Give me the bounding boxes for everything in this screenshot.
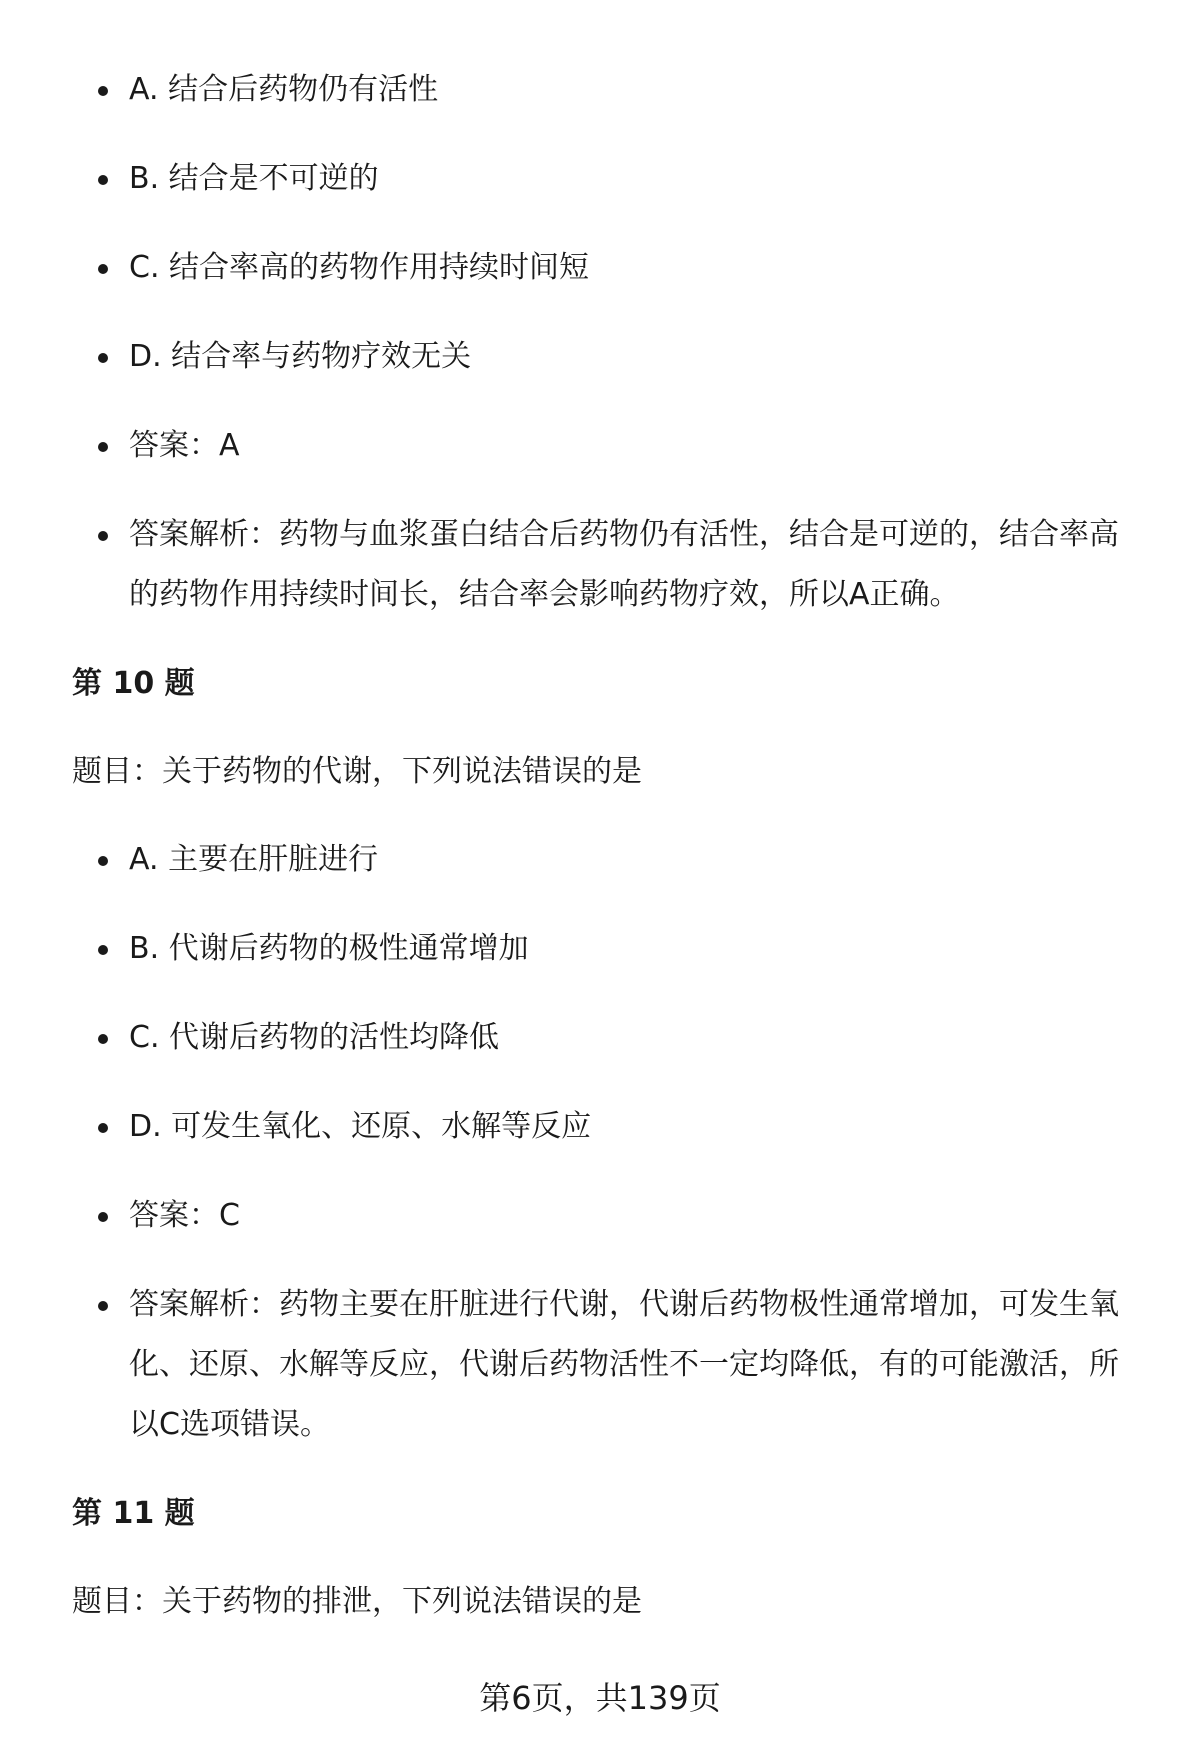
q10-explanation: 答案解析：药物主要在肝脏进行代谢，代谢后药物极性通常增加，可发生氧化、还原、水解等反应，代谢后药物活性不一定均降低，有的可能激活，所以C选项错误。 bbox=[72, 1275, 1147, 1455]
q9-option-list bbox=[72, 60, 1147, 625]
q9-option-c: C. 结合率高的药物作用持续时间短 bbox=[72, 238, 1147, 298]
q9-answer: 答案：A bbox=[72, 416, 1147, 476]
page-content bbox=[72, 60, 1147, 1660]
q10-answer: 答案：C bbox=[72, 1186, 1147, 1246]
page-number-footer: 第6页，共139页 bbox=[479, 1679, 721, 1717]
q10-option-d: D. 可发生氧化、还原、水解等反应 bbox=[72, 1097, 1147, 1157]
q9-option-a: A. 结合后药物仍有活性 bbox=[72, 60, 1147, 120]
q10-option-a: A. 主要在肝脏进行 bbox=[72, 830, 1147, 890]
q9-explanation: 答案解析：药物与血浆蛋白结合后药物仍有活性，结合是可逆的，结合率高的药物作用持续时间长，结合率会影响药物疗效，所以A正确。 bbox=[72, 505, 1147, 625]
q10-option-b: B. 代谢后药物的极性通常增加 bbox=[72, 919, 1147, 979]
q11-stem: 题目：关于药物的排泄，下列说法错误的是 bbox=[72, 1584, 642, 1619]
q9-option-d: D. 结合率与药物疗效无关 bbox=[72, 327, 1147, 387]
q10-heading: 第 10 题 bbox=[72, 666, 195, 701]
q10-option-c: C. 代谢后药物的活性均降低 bbox=[72, 1008, 1147, 1068]
q11-heading: 第 11 题 bbox=[72, 1496, 195, 1531]
q10-stem: 题目：关于药物的代谢，下列说法错误的是 bbox=[72, 754, 642, 789]
q9-option-b: B. 结合是不可逆的 bbox=[72, 149, 1147, 209]
q10-option-list bbox=[72, 830, 1147, 1455]
